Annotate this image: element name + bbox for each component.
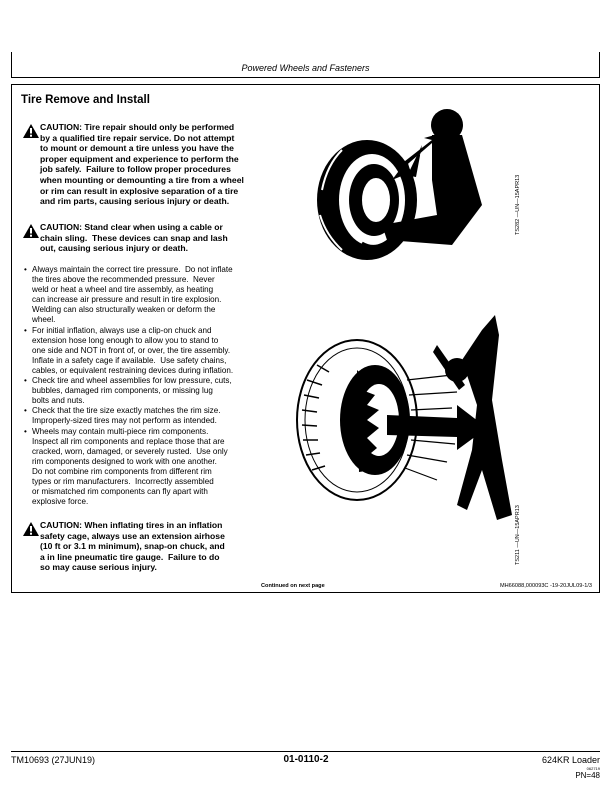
bullet-text: Check that the tire size exactly matches the rim size. Improperly-sized tires may not perform as intended. — [32, 406, 221, 426]
footer-pn: PN=48 — [575, 771, 600, 780]
bullet-list — [23, 265, 273, 507]
caution-text-2: CAUTION: Stand clear when using a cable or chain sling. These devices can snap and lash out, causing serious injury or death. — [40, 222, 228, 254]
footer-divider — [11, 751, 600, 752]
footer-machine-name: 624KR Loader — [541, 755, 600, 765]
list-item: • Wheels may contain multi-piece rim components. Inspect all rim components and replace those that are cracked, worn, damaged, or severely rusted. Use only rim components designed to work with one another. Do not combine rim components from different rim types or rim manufacturers. Incorrectly assembled or mismatched rim components can fly apart with explosive force. — [24, 426, 228, 507]
caution-text-1: CAUTION: Tire repair should only be performed by a qualified tire repair service. Do not attempt to mount or demount a tire unless you have the proper equipment and experience to perform the job safely. Failure to follow proper procedures when mounting or demounting a tire from a wheel or rim can result in explosive separation of a tire and rim parts, causing serious injury or death. — [40, 122, 244, 207]
footer-page-number: 01-0110-2 — [283, 754, 329, 765]
header-title: Powered Wheels and Fasteners — [241, 63, 370, 73]
continued-note: Continued on next page — [261, 583, 325, 589]
warning-icon — [23, 224, 39, 238]
bullet-text: Check tire and wheel assemblies for low pressure, cuts, bubbles, damaged rim components, or missing lug bolts and nuts. — [32, 376, 232, 406]
footer-date-code: 062719 — [586, 766, 600, 771]
tire-explosion-face-illustration — [312, 105, 522, 265]
section-title: Tire Remove and Install — [21, 94, 150, 106]
bullet-text: Always maintain the correct tire pressure. Do not inflate the tires above the recommended pressure. Never weld or heat a wheel and tire assembly, as heating can increase air pressure and result in tire explosion. Welding can also structurally weaken or deform the wheel. — [32, 265, 233, 325]
list-item: • Check that the tire size exactly matches the rim size. Improperly-sized tires may not perform as intended. — [24, 406, 221, 426]
figure-code: TS211 —UN—15APR13 — [515, 505, 521, 565]
tire-explosion-person-illustration — [287, 310, 517, 545]
caution-text-3: CAUTION: When inflating tires in an inflation safety cage, always use an extension airhose (10 ft or 3.1 m minimum), snap-on chuck, and a in line pneumatic tire gauge. Failure to do so may cause serious injury. — [40, 520, 225, 573]
list-item: • For initial inflation, always use a clip-on chuck and extension hose long enough to allow you to stand to one side and NOT in front of, or over, the tire assembly. Inflate in a safety cage if available. Use safety chains, cables, or equivalent restraining devices during inflation. — [24, 325, 234, 375]
bullet-text: For initial inflation, always use a clip-on chuck and extension hose long enough to allow you to stand to one side and NOT in front of, or over, the tire assembly. Inflate in a safety cage if available. Use safety chains, cables, or equivalent restraining devices during inflation. — [32, 325, 234, 375]
figure-code: TS282 —UN—15APR13 — [515, 174, 521, 235]
document-reference: MH66088,000093C -19-20JUL09-1/3 — [499, 583, 592, 589]
list-item: • Always maintain the correct tire pressure. Do not inflate the tires above the recommended pressure. Never weld or heat a wheel and tire assembly, as heating can increase air pressure and result in tire explosion. Welding can also structurally weaken or deform the wheel. — [24, 265, 233, 325]
bullet-text: Wheels may contain multi-piece rim components. Inspect all rim components and replace those that are cracked, worn, damaged, or severely rusted. Use only rim components designed to work with one another. Do not combine rim components from different rim types or rim manufacturers. Incorrectly assembled or mismatched rim components can fly apart with explosive force. — [32, 426, 228, 507]
section-tire-remove-install — [11, 84, 600, 593]
warning-icon — [23, 124, 39, 138]
warning-icon — [23, 522, 39, 536]
footer-manual-id: TM10693 (27JUN19) — [11, 755, 96, 765]
list-item: • Check tire and wheel assemblies for low pressure, cuts, bubbles, damaged rim components, or missing lug bolts and nuts. — [24, 376, 232, 406]
page-header — [11, 52, 600, 78]
